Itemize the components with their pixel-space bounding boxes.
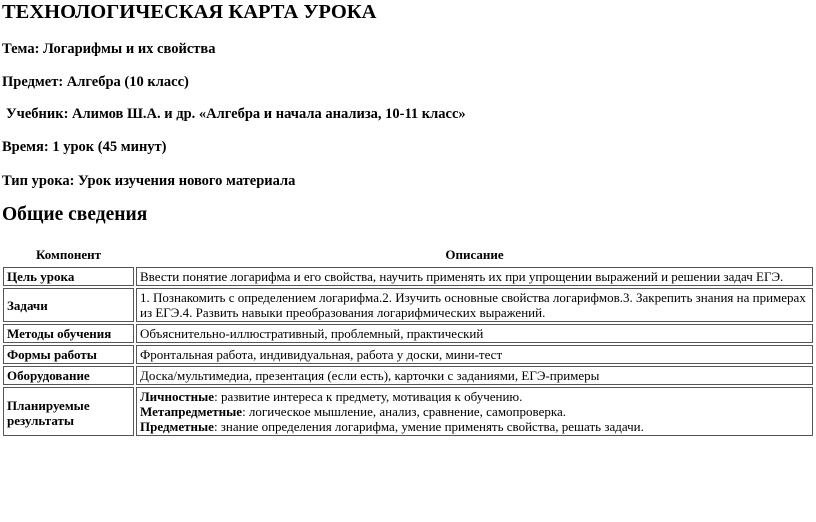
column-header-description: Описание: [445, 247, 504, 262]
row-value-methods: Объяснительно-иллюстративный, проблемный, практический: [136, 324, 813, 343]
row-label-methods: Методы обучения: [3, 324, 134, 343]
result-text: : знание определения логарифма, умение применять свойства, решать задачи.: [213, 419, 644, 434]
row-label-goal: Цель урока: [3, 267, 134, 286]
result-term: Предметные: [140, 419, 214, 434]
subject-line: Предмет: Алгебра (10 класс): [2, 74, 189, 90]
table-row: [3, 267, 813, 286]
row-value-equipment: Доска/мультимедиа, презентация (если есть), карточки с заданиями, ЕГЭ-примеры: [136, 366, 813, 385]
row-value-results: [136, 387, 813, 436]
textbook-line: Учебник: Алимов Ш.А. и др. «Алгебра и начала анализа, 10-11 класс»: [6, 106, 466, 122]
result-item-subject: [140, 419, 809, 434]
row-label-results: Планируемые результаты: [3, 387, 134, 436]
table-row: [3, 288, 813, 322]
result-item-personal: [140, 389, 809, 404]
section-heading: Общие сведения: [2, 204, 148, 225]
row-value-goal: Ввести понятие логарифма и его свойства, научить применять их при упрощении выражений и решении задач ЕГЭ.: [136, 267, 813, 286]
lesson-type-line: Тип урока: Урок изучения нового материала: [2, 173, 296, 189]
table-header-row: [3, 245, 813, 265]
table-row: [3, 366, 813, 385]
row-label-tasks: Задачи: [3, 288, 134, 322]
time-line: Время: 1 урок (45 минут): [2, 139, 167, 155]
result-item-metasubject: [140, 404, 809, 419]
table-row: [3, 345, 813, 364]
table-row: [3, 387, 813, 436]
result-text: : логическое мышление, анализ, сравнение, самопроверка.: [242, 404, 566, 419]
result-term: Личностные: [140, 389, 215, 404]
topic-line: Тема: Логарифмы и их свойства: [2, 41, 216, 57]
result-term: Метапредметные: [140, 404, 243, 419]
result-text: : развитие интереса к предмету, мотивация к обучению.: [214, 389, 523, 404]
general-info-table: [1, 243, 815, 438]
row-label-equipment: Оборудование: [3, 366, 134, 385]
page-title: ТЕХНОЛОГИЧЕСКАЯ КАРТА УРОКА: [2, 1, 377, 23]
row-value-forms: Фронтальная работа, индивидуальная, работа у доски, мини-тест: [136, 345, 813, 364]
table-row: [3, 324, 813, 343]
row-label-forms: Формы работы: [3, 345, 134, 364]
column-header-component: Компонент: [35, 247, 101, 262]
row-value-tasks: 1. Познакомить с определением логарифма.2. Изучить основные свойства логарифмов.3. Закрепить знания на примерах из ЕГЭ.4. Развить навыки преобразования логарифмических выражений.: [136, 288, 813, 322]
